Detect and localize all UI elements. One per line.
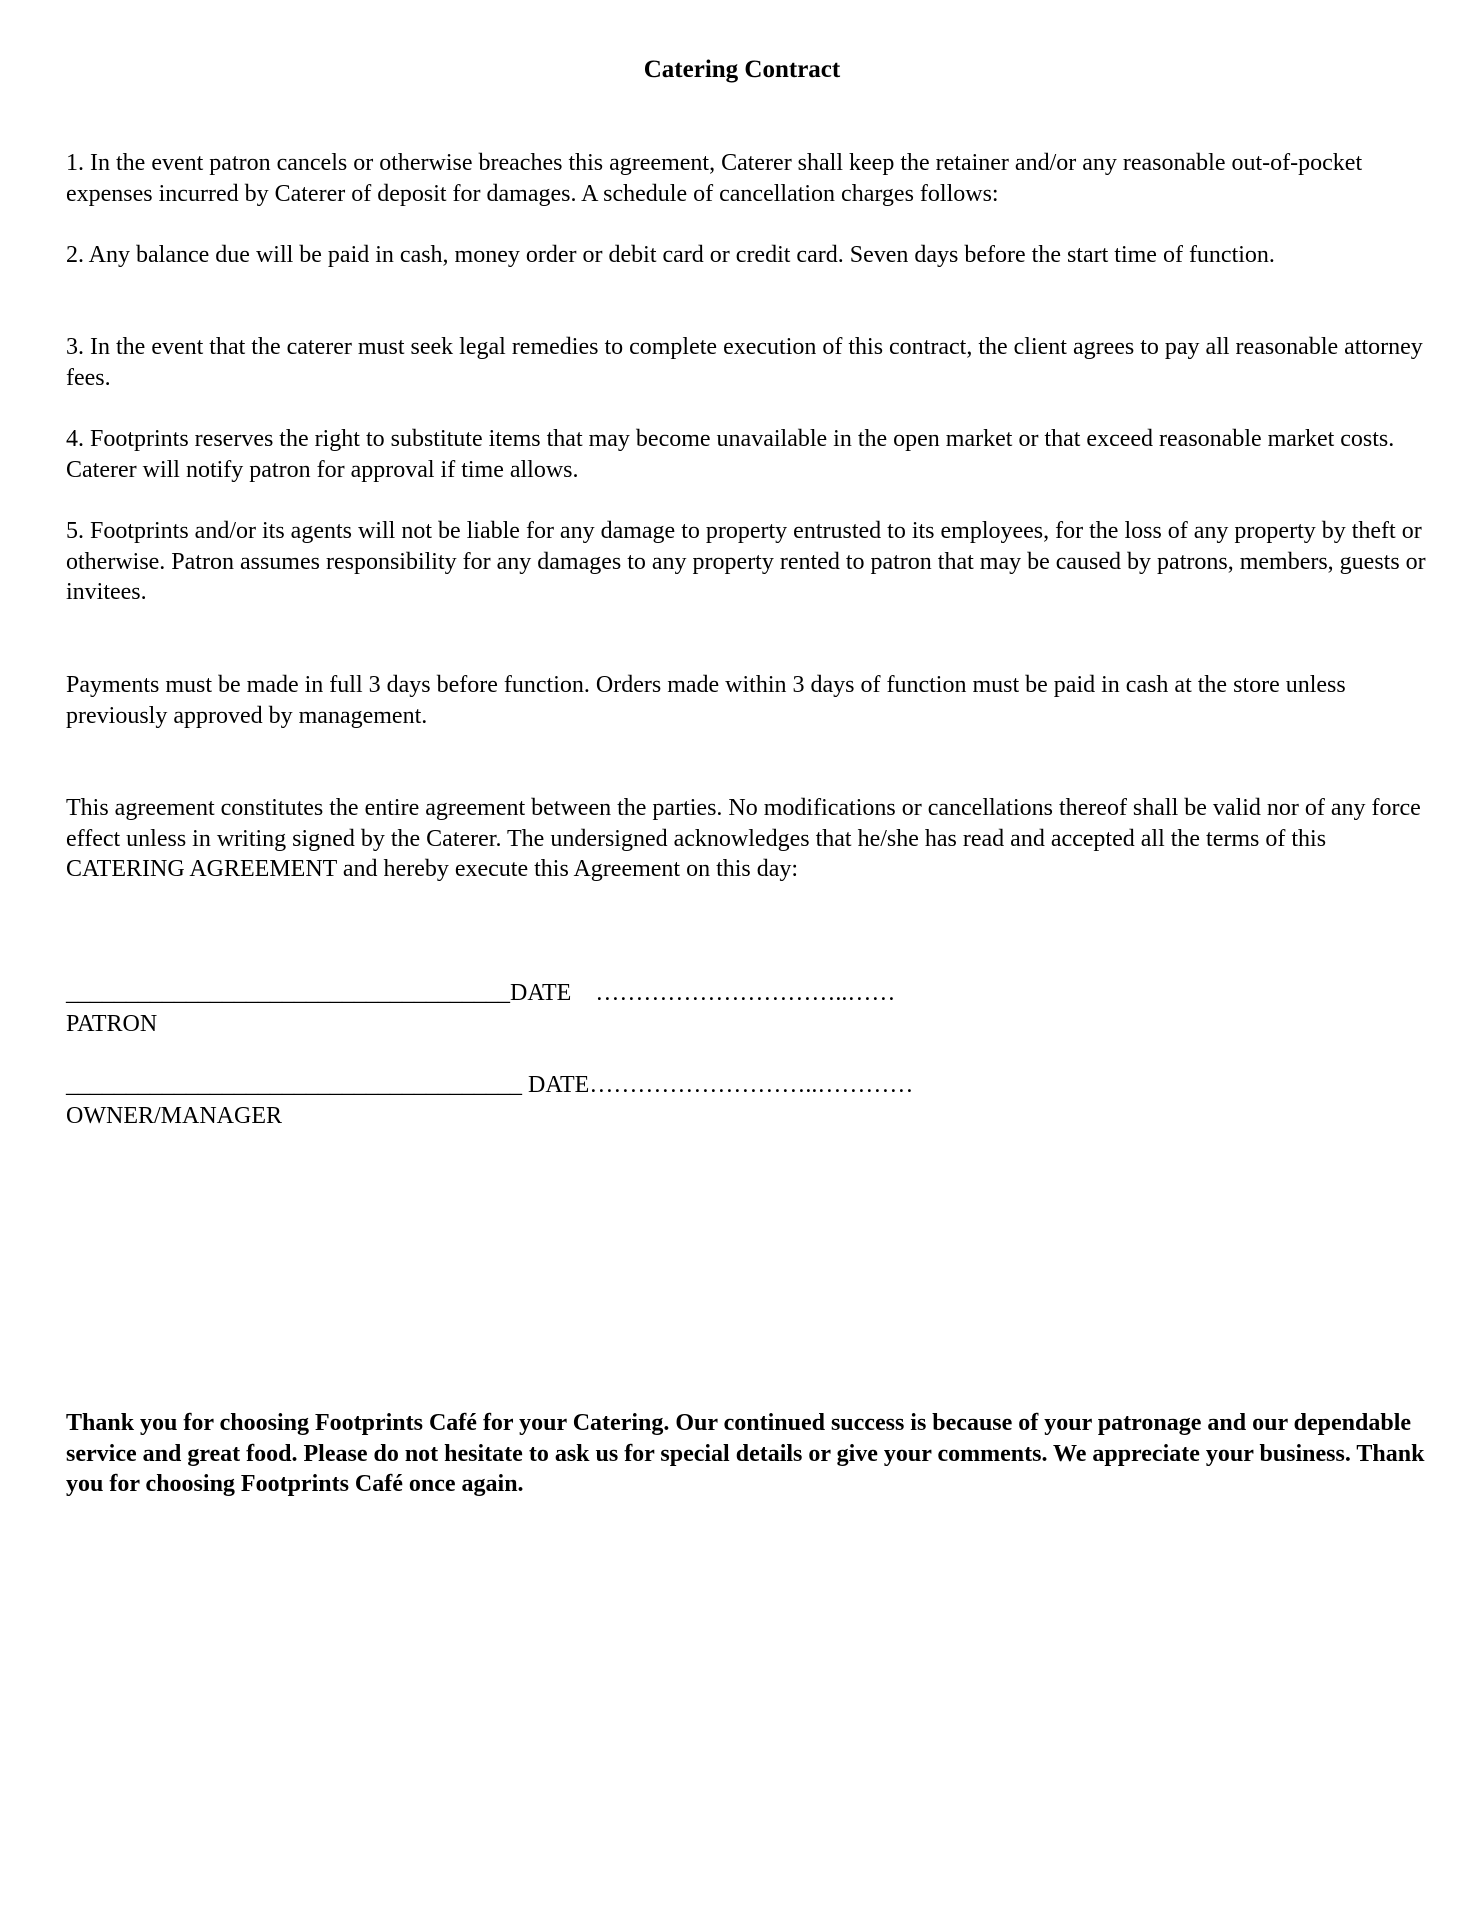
clause-4: 4. Footprints reserves the right to substitute items that may become unavailable in the open market or that exceed reasonable market costs. Caterer will notify patron for approval if time allows.	[66, 426, 1395, 483]
patron-signature-line: _____________________________________DATE …………………………..……	[66, 980, 896, 1006]
payment-terms: Payments must be made in full 3 days before function. Orders made within 3 days of function must be paid in cash at the store unless previously approved by management.	[66, 672, 1346, 729]
owner-manager-label: OWNER/MANAGER	[66, 1103, 282, 1129]
clause-3: 3. In the event that the caterer must seek legal remedies to complete execution of this contract, the client agrees to pay all reasonable attorney fees.	[66, 334, 1423, 391]
patron-label: PATRON	[66, 1011, 158, 1037]
closing-thank-you: Thank you for choosing Footprints Café for your Catering. Our continued success is because of your patronage and our dependable service and great food. Please do not hesitate to ask us for special details or give your comments. We appreciate your business. Thank you for choosing Footprints Café once again.	[66, 1410, 1425, 1497]
page-title: Catering Contract	[643, 56, 841, 83]
owner-signature-line: ______________________________________ DATE………………………..…………	[66, 1072, 914, 1098]
clause-2: 2. Any balance due will be paid in cash, money order or debit card or credit card. Seven days before the start time of function.	[66, 242, 1275, 268]
clause-1: 1. In the event patron cancels or otherwise breaches this agreement, Caterer shall keep the retainer and/or any reasonable out-of-pocket expenses incurred by Caterer of deposit for damages. A schedule of cancellation charges follows:	[66, 150, 1363, 207]
agreement-text: This agreement constitutes the entire agreement between the parties. No modifications or cancellations thereof shall be valid nor of any force effect unless in writing signed by the Caterer. The undersigned acknowledges that he/she has read and accepted all the terms of this CATERING AGREEMENT and hereby execute this Agreement on this day:	[66, 795, 1421, 882]
clause-5: 5. Footprints and/or its agents will not be liable for any damage to property entrusted to its employees, for the loss of any property by theft or otherwise. Patron assumes responsibility for any damages to any property rented to patron that may be caused by patrons, members, guests or invitees.	[66, 518, 1426, 605]
